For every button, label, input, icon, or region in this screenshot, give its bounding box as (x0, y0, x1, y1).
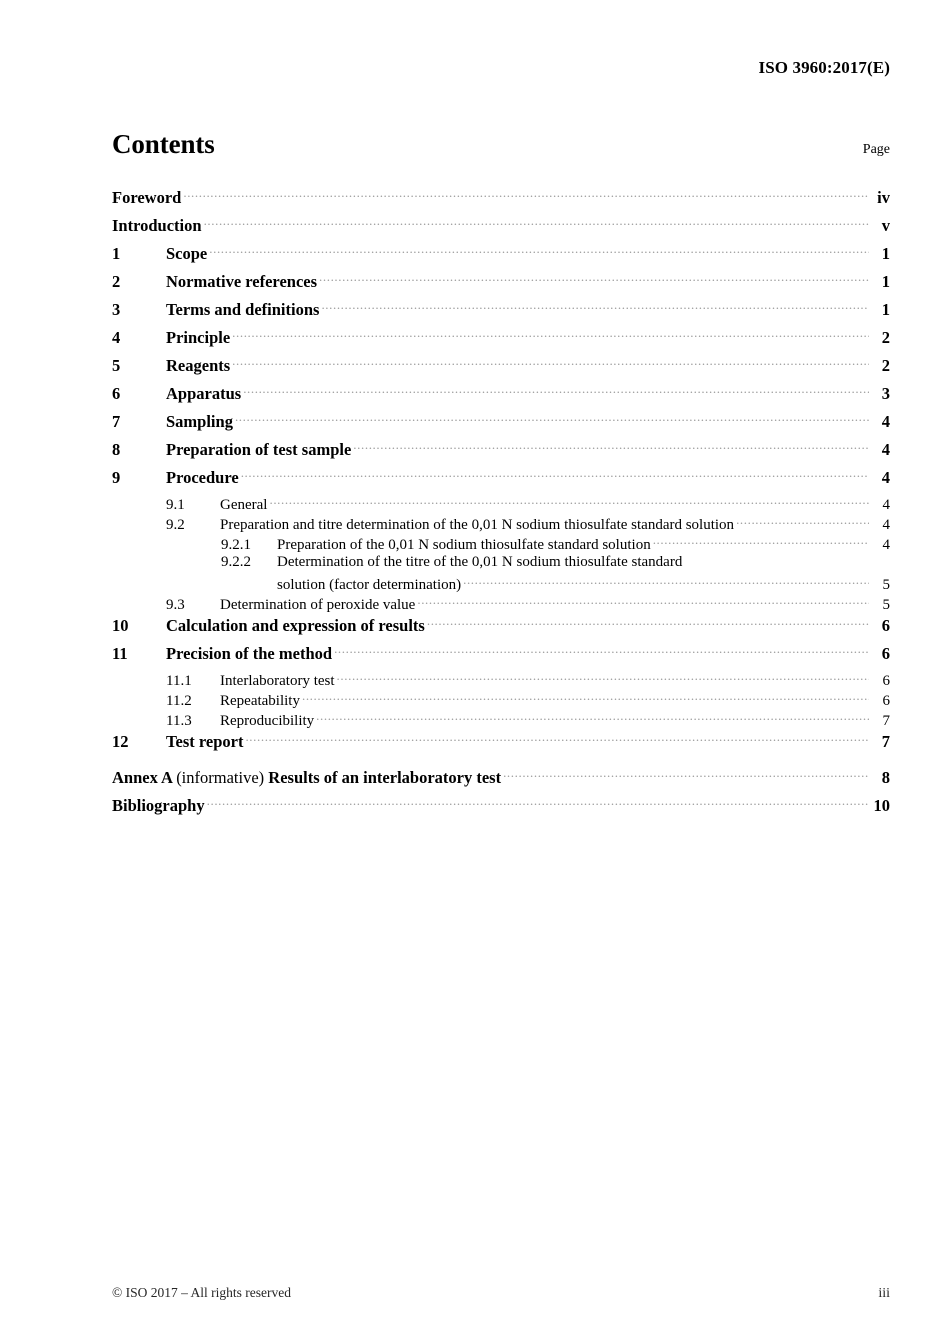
toc-entry[interactable] (112, 298, 890, 326)
dot-leader (235, 410, 869, 427)
toc-entry-label: Calculation and expression of results (166, 615, 425, 635)
toc-entry-number: 11.1 (166, 673, 192, 689)
dot-leader (207, 794, 869, 811)
toc-entry-number: 11.3 (166, 713, 192, 729)
toc-entry-label: Apparatus (166, 383, 242, 403)
dot-leader (353, 438, 869, 455)
toc-entry-page: 5 (882, 597, 890, 613)
toc-entry-label: Preparation and titre determination of the 0,01 N sodium thiosulfate standard solution (220, 517, 735, 533)
toc-entry-label: Preparation of the 0,01 N sodium thiosulfate standard solution (277, 537, 651, 553)
toc-entry-number: 2 (112, 271, 121, 291)
contents-header (112, 129, 890, 160)
toc-entry[interactable] (112, 642, 890, 670)
toc-entry-number: 5 (112, 355, 121, 375)
toc-entry-page: 4 (882, 497, 890, 513)
toc-entry[interactable] (112, 214, 890, 242)
toc-entry-number: 9.2.1 (221, 537, 251, 553)
toc-entry-label: Reproducibility (220, 713, 315, 729)
dot-leader (503, 766, 869, 783)
toc-entry-number: 9 (112, 467, 121, 487)
toc-entry-label: Repeatability (220, 693, 300, 709)
toc-entry-label: Bibliography (112, 795, 205, 815)
copyright-notice: © ISO 2017 – All rights reserved (112, 1285, 291, 1300)
page-title: Contents (112, 129, 215, 159)
dot-leader (321, 298, 869, 315)
toc-entry-label: Test report (166, 731, 244, 751)
toc-entry[interactable] (112, 382, 890, 410)
dot-leader (232, 326, 869, 343)
dot-leader (463, 574, 869, 589)
toc-entry-page: 4 (882, 537, 890, 553)
toc-entry-label: Reagents (166, 355, 231, 375)
toc-entry[interactable] (112, 242, 890, 270)
toc-entry-page: 6 (881, 643, 890, 663)
toc-entry[interactable] (112, 438, 890, 466)
toc-entry[interactable] (112, 710, 890, 730)
toc-entry-label: Procedure (166, 467, 239, 487)
toc-entry-page: 1 (881, 271, 890, 291)
toc-entry-number: 7 (112, 411, 121, 431)
toc-entry-page: 2 (881, 355, 890, 375)
toc-entry-label: Foreword (112, 187, 182, 207)
dot-leader (302, 690, 869, 705)
dot-leader (245, 730, 869, 747)
annex-title: Results of an interlaboratory test (268, 767, 502, 787)
page-column-label: Page (862, 142, 890, 157)
toc-entry-page: 7 (882, 713, 890, 729)
toc-entry-page: 6 (881, 615, 890, 635)
dot-leader (736, 514, 869, 529)
toc-entry-label: Principle (166, 327, 231, 347)
dot-leader (241, 466, 869, 483)
toc-entry-label: General (220, 497, 268, 513)
toc-entry-label: Preparation of test sample (166, 439, 352, 459)
toc-entry-label: Scope (166, 243, 208, 263)
toc-entry[interactable] (112, 354, 890, 382)
toc-entry-number: 10 (112, 615, 129, 635)
dot-leader (417, 594, 869, 609)
toc-entry-label: Interlaboratory test (220, 673, 335, 689)
toc-entry-number: 1 (112, 243, 121, 263)
toc-entry-page: 1 (881, 299, 890, 319)
toc-entry[interactable] (112, 534, 890, 554)
toc-entry-page: 1 (881, 243, 890, 263)
toc-entry[interactable] (112, 270, 890, 298)
dot-leader (316, 710, 869, 725)
toc-entry-label (112, 768, 503, 788)
dot-leader (427, 614, 869, 631)
dot-leader (204, 214, 869, 231)
toc-entry-number: 9.3 (166, 597, 185, 613)
dot-leader (319, 270, 869, 287)
toc-entry-label: Normative references (166, 271, 318, 291)
dot-leader (183, 186, 869, 203)
toc-entry-page: v (881, 215, 890, 235)
toc-entry-page: 6 (882, 673, 890, 689)
toc-entry-number: 9.2.2 (221, 554, 251, 570)
toc-entry-label-continued: solution (factor determination) (277, 577, 462, 593)
toc-entry-page: 5 (882, 577, 890, 593)
toc-entry-page: 7 (881, 731, 890, 751)
toc-entry-page: 4 (881, 467, 890, 487)
toc-entry-number: 9.1 (166, 497, 185, 513)
toc-entry-label: Precision of the method (166, 643, 333, 663)
toc-entry-number: 8 (112, 439, 121, 459)
toc-entry-number: 6 (112, 383, 121, 403)
toc-entry-label-block (277, 554, 890, 594)
annex-qualifier: (informative) (176, 767, 265, 787)
toc-entry-number: 9.2 (166, 517, 185, 533)
toc-entry-label: Determination of peroxide value (220, 597, 416, 613)
toc-entry-number: 4 (112, 327, 121, 347)
toc-entry[interactable] (112, 186, 890, 214)
toc-entry-page: 2 (881, 327, 890, 347)
toc-entry-page: 10 (873, 795, 890, 815)
toc-entry[interactable] (112, 514, 890, 534)
toc-entry[interactable] (112, 730, 890, 758)
toc-entry-annex-a[interactable] (112, 766, 890, 794)
page-footer (112, 1285, 890, 1302)
toc-entry-page: 6 (882, 693, 890, 709)
toc-entry-page: 4 (881, 411, 890, 431)
table-of-contents (112, 186, 890, 822)
document-reference-header: ISO 3960:2017(E) (758, 58, 890, 77)
page-folio: iii (878, 1286, 890, 1301)
dot-leader (334, 642, 869, 659)
toc-entry[interactable] (112, 614, 890, 642)
toc-entry[interactable] (112, 494, 890, 514)
toc-entry-label: Terms and definitions (166, 299, 320, 319)
toc-entry-page: 4 (882, 517, 890, 533)
dot-leader (269, 494, 869, 509)
toc-entry-number: 3 (112, 299, 121, 319)
dot-leader (653, 534, 869, 549)
dot-leader (232, 354, 869, 371)
toc-entry-bibliography[interactable] (112, 794, 890, 822)
toc-entry-page: 8 (881, 767, 890, 787)
toc-entry[interactable] (112, 554, 890, 594)
toc-entry-number: 12 (112, 731, 129, 751)
toc-entry[interactable] (112, 466, 890, 494)
dot-leader (337, 670, 869, 685)
dot-leader (209, 242, 869, 259)
dot-leader (243, 382, 869, 399)
toc-entry-page: 4 (881, 439, 890, 459)
toc-entry[interactable] (112, 690, 890, 710)
toc-entry-label: Determination of the titre of the 0,01 N sodium thiosulfate standard (277, 554, 683, 570)
toc-entry-label: Introduction (112, 215, 202, 235)
toc-entry-number: 11 (112, 643, 128, 663)
toc-entry-page: 3 (881, 383, 890, 403)
toc-entry[interactable] (112, 410, 890, 438)
annex-name: Annex A (112, 767, 173, 787)
toc-entry-page: iv (877, 187, 890, 207)
toc-entry[interactable] (112, 670, 890, 690)
toc-entry[interactable] (112, 326, 890, 354)
toc-entry[interactable] (112, 594, 890, 614)
toc-entry-number: 11.2 (166, 693, 192, 709)
toc-entry-label: Sampling (166, 411, 233, 431)
